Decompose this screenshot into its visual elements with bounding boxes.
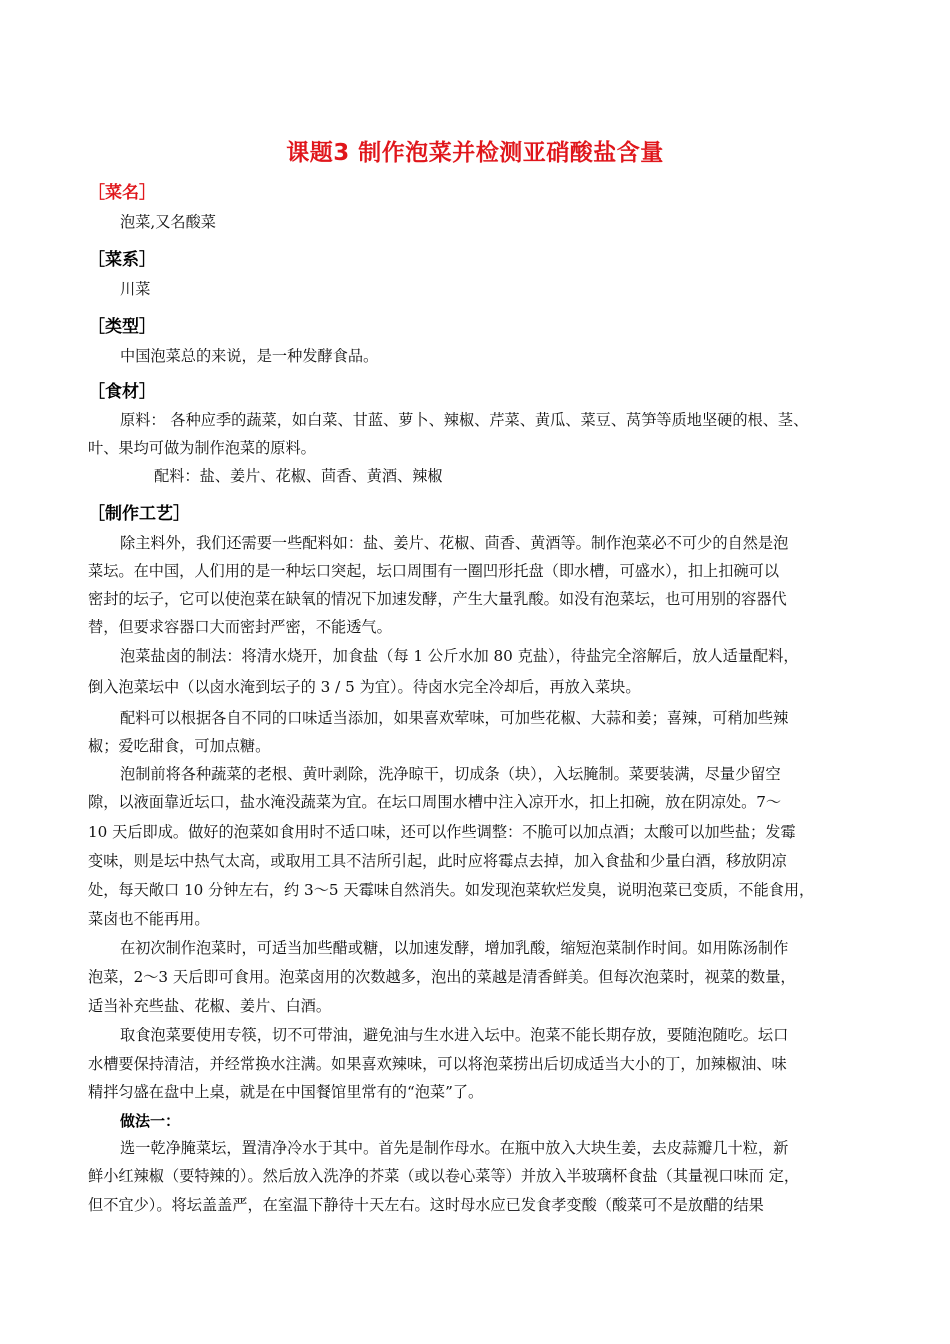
process-line: 变味，则是坛中热气太高，或取用工具不洁所引起，此时应将霉点去掉，加入食盐和少量白酒，移放阴凉 — [88, 852, 787, 870]
heading-cuisine: ［菜系］ — [88, 250, 156, 270]
type-text: 中国泡菜总的来说，是一种发酵食品。 — [120, 347, 379, 365]
process-line: 菜坛。在中国，人们用的是一种坛口突起，坛口周围有一圈凹形托盘（即水槽，可盛水），扣上扣碗可以 — [88, 562, 780, 580]
page-title: 课题3 制作泡菜并检测亚硝酸盐含量 — [286, 140, 664, 166]
process-line: 替，但要求容器口大而密封严密，不能透气。 — [88, 618, 392, 636]
process-line: 处，每天敞口 10 分钟左右，约 3～5 天霉味自然消失。如发现泡菜软烂发臭，说明泡菜已变质，不能食用， — [88, 881, 815, 899]
ingredients-line: 原料： 各种应季的蔬菜，如白菜、甘蓝、萝卜、辣椒、芹菜、黄瓜、菜豆、莴笋等质地坚硬的根、茎、 — [120, 411, 809, 429]
ingredients-line: 叶、果均可做为制作泡菜的原料。 — [88, 439, 316, 457]
heading-ingredients: ［食材］ — [88, 382, 156, 402]
process-line: 泡菜盐卤的制法：将清水烧开，加食盐（每 1 公斤水加 80 克盐），待盐完全溶解后，放人适量配料， — [120, 647, 799, 665]
method-one-line: 但不宜少）。将坛盖盖严，在室温下静待十天左右。这时母水应已发食孝变酸（酸菜可不是放醋的结果 — [88, 1196, 764, 1214]
dish-name-text: 泡菜,又名酸菜 — [120, 213, 216, 231]
process-line: 泡制前将各种蔬菜的老根、黄叶剥除，洗净晾干，切成条（块），入坛腌制。菜要装满，尽量少留空 — [120, 765, 781, 783]
heading-type: ［类型］ — [88, 317, 156, 337]
process-line: 10 天后即成。做好的泡菜如食用时不适口味，还可以作些调整：不脆可以加点酒；太酸可以加些盐；发霉 — [88, 823, 796, 841]
method-one-line: 选一乾净腌菜坛，置清净冷水于其中。首先是制作母水。在瓶中放入大块生姜，去皮蒜瓣几十粒，新 — [120, 1139, 789, 1157]
ingredients-line: 配料：盐、姜片、花椒、茴香、黄酒、辣椒 — [154, 467, 443, 485]
process-line: 适当补充些盐、花椒、姜片、白酒。 — [88, 997, 331, 1015]
heading-method-one: 做法一： — [120, 1112, 181, 1130]
method-one-line: 鲜小红辣椒（要特辣的）。然后放入洗净的芥菜（或以卷心菜等）并放入半玻璃杯食盐（其量视口味而 定， — [88, 1167, 800, 1185]
heading-process: ［制作工艺］ — [88, 504, 190, 524]
heading-dish-name: ［菜名］ — [88, 183, 156, 203]
process-line: 椒；爱吃甜食，可加点糖。 — [88, 737, 271, 755]
process-line: 菜卤也不能再用。 — [88, 910, 210, 928]
process-line: 倒入泡菜坛中（以卤水淹到坛子的 3 / 5 为宜）。待卤水完全冷却后，再放入菜块。 — [88, 678, 641, 696]
process-line: 泡菜，2～3 天后即可食用。泡菜卤用的次数越多，泡出的菜越是清香鲜美。但每次泡菜时，视菜的数量， — [88, 968, 796, 986]
process-line: 在初次制作泡菜时，可适当加些醋或糖，以加速发酵，增加乳酸，缩短泡菜制作时间。如用陈汤制作 — [120, 939, 789, 957]
process-line: 密封的坛子，它可以使泡菜在缺氧的情况下加速发酵，产生大量乳酸。如没有泡菜坛，也可用别的容器代 — [88, 590, 787, 608]
process-line: 配料可以根据各自不同的口味适当添加，如果喜欢荤味，可加些花椒、大蒜和姜；喜辣，可稍加些辣 — [120, 709, 789, 727]
process-line: 水槽要保持清洁，并经常换水注满。如果喜欢辣味，可以将泡菜捞出后切成适当大小的丁，加辣椒油、味 — [88, 1055, 787, 1073]
process-line: 取食泡菜要使用专筷，切不可带油，避免油与生水进入坛中。泡菜不能长期存放，要随泡随吃。坛口 — [120, 1026, 789, 1044]
process-line: 除主料外，我们还需要一些配料如：盐、姜片、花椒、茴香、黄酒等。制作泡菜必不可少的自然是泡 — [120, 534, 789, 552]
process-line: 隙，以液面靠近坛口，盐水淹没蔬菜为宜。在坛口周围水槽中注入凉开水，扣上扣碗，放在阴凉处。7～ — [88, 793, 782, 811]
process-line: 精拌匀盛在盘中上桌，就是在中国餐馆里常有的“泡菜”了。 — [88, 1083, 484, 1101]
cuisine-text: 川菜 — [120, 280, 151, 298]
